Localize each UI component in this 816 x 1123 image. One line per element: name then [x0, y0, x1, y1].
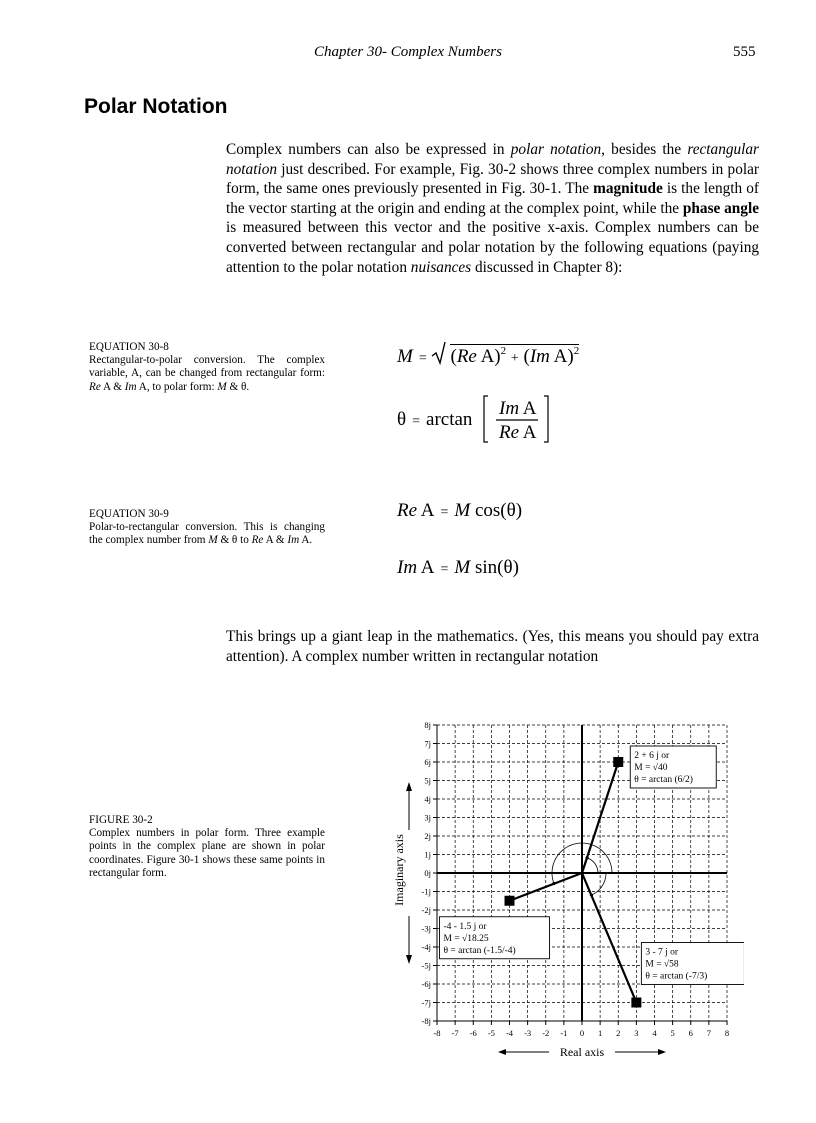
y-tick-label: 0j — [424, 868, 431, 878]
y-tick-label: -4j — [421, 942, 431, 952]
phase-arc-p1 — [587, 858, 598, 873]
label-text-p1: M = √40 — [634, 763, 668, 773]
y-tick-label: -8j — [421, 1016, 431, 1026]
figure-30-2-caption — [89, 814, 325, 880]
y-tick-label: 1j — [424, 849, 431, 860]
label-text-p3: 3 - 7 j or — [645, 947, 679, 958]
y-tick-label: -1j — [421, 886, 431, 897]
imaginary-part-equation: Im A = M sin(θ) — [397, 557, 519, 578]
x-tick-label: 4 — [652, 1028, 657, 1038]
equation-30-8-caption: EQUATION 30-8 Rectangular-to-polar conversion. The complex variable, A, can be changed from rectangular form: Re A & Im A, to polar form: M & θ. — [89, 341, 325, 393]
y-tick-label: -3j — [421, 923, 431, 934]
x-tick-label: -2 — [542, 1028, 550, 1038]
x-tick-label: 3 — [634, 1028, 639, 1038]
label-text-p3: θ = arctan (-7/3) — [645, 971, 708, 982]
y-tick-label: -7j — [421, 997, 431, 1008]
x-tick-label: 8 — [724, 1028, 730, 1038]
x-tick-label: -4 — [505, 1028, 514, 1038]
label-text-p1: 2 + 6 j or — [634, 751, 670, 761]
y-tick-label: 8j — [424, 720, 431, 730]
chapter-title: Chapter 30- Complex Numbers — [314, 44, 502, 60]
label-text-p3: M = √58 — [645, 959, 679, 970]
x-tick-label: 6 — [688, 1028, 693, 1038]
y-label-arrowhead-up — [406, 782, 412, 791]
x-tick-label: -8 — [433, 1028, 441, 1038]
y-label-arrowhead-down — [406, 955, 412, 964]
x-tick-label: 0 — [579, 1028, 585, 1038]
phase-equation: θ = arctan — [397, 409, 473, 430]
y-tick-label: -2j — [421, 905, 431, 915]
intro-paragraph: Complex numbers can also be expressed in polar notation, besides the rectangular notation just described. For example, Fig. 30-2 shows three complex numbers in polar form, the same ones previously presented in Fig. 30-1. The magnitude is the length of the vector starting at the origin and ending at the complex point, while the phase angle is measured between this vector and the positive x-axis. Complex numbers can be converted between rectangular and polar notation by the following equations (paying attention to the polar notation nuisances discussed in Chapter 8): — [226, 141, 759, 276]
vector-p3 — [582, 873, 636, 1003]
fraction-numerator: Im A — [499, 398, 537, 419]
figure-label: FIGURE 30-2 — [89, 814, 153, 826]
y-tick-label: 2j — [424, 831, 431, 841]
x-tick-label: -7 — [451, 1028, 459, 1038]
label-text-p2: θ = arctan (-1.5/-4) — [443, 945, 516, 956]
x-tick-label: -3 — [524, 1028, 532, 1038]
section-title: Polar Notation — [84, 95, 228, 118]
x-axis-label: Real axis — [559, 1045, 605, 1059]
figure-caption-text: Complex numbers in polar form. Three example points in the complex plane are shown in polar coordinates. Figure 30-1 shows these same points in rectangular form. — [89, 827, 325, 879]
label-text-p2: -4 - 1.5 j or — [443, 921, 487, 932]
real-part-equation: Re A = M cos(θ) — [397, 500, 523, 521]
y-tick-label: -6j — [421, 979, 431, 989]
y-tick-label: 7j — [424, 738, 431, 749]
y-tick-label: -5j — [421, 960, 431, 971]
equation-30-9-caption: EQUATION 30-9 Polar-to-rectangular conversion. This is changing the complex number from M & θ to Re A & Im A. — [89, 508, 325, 547]
magnitude-equation: M = (Re A)$^2$ + (Im A)$^2$ — [397, 345, 579, 368]
chart-marks — [440, 746, 745, 1008]
point-p3 — [631, 998, 641, 1008]
fraction-denominator: Re A — [499, 422, 537, 443]
label-text-p2: M = √18.25 — [443, 933, 489, 944]
radical-sign — [431, 341, 447, 367]
point-p2 — [505, 896, 515, 906]
y-tick-label: 4j — [424, 794, 431, 804]
page-number: 555 — [733, 44, 756, 60]
x-tick-label: 1 — [598, 1028, 603, 1038]
y-tick-label: 3j — [424, 812, 431, 823]
point-p1 — [613, 757, 623, 767]
y-tick-label: 6j — [424, 757, 431, 767]
body-paragraph-2: This brings up a giant leap in the mathematics. (Yes, this means you should pay extra attention). A complex number written in rectangular notation — [226, 628, 759, 665]
label-text-p1: θ = arctan (6/2) — [634, 775, 693, 785]
x-tick-label: 2 — [616, 1028, 621, 1038]
x-tick-label: -5 — [487, 1028, 495, 1038]
y-axis-label: Imaginary axis — [392, 834, 406, 906]
equation-label: EQUATION 30-9 — [89, 508, 169, 520]
complex-plane-chart — [392, 715, 744, 1067]
x-label-arrowhead-right — [658, 1049, 666, 1055]
x-label-arrowhead-left — [498, 1049, 506, 1055]
y-tick-label: 5j — [424, 775, 431, 786]
x-tick-label: -1 — [560, 1028, 568, 1038]
x-tick-label: -6 — [469, 1028, 477, 1038]
x-tick-label: 5 — [670, 1028, 675, 1038]
equation-label: EQUATION 30-8 — [89, 341, 169, 353]
x-tick-label: 7 — [706, 1028, 711, 1038]
